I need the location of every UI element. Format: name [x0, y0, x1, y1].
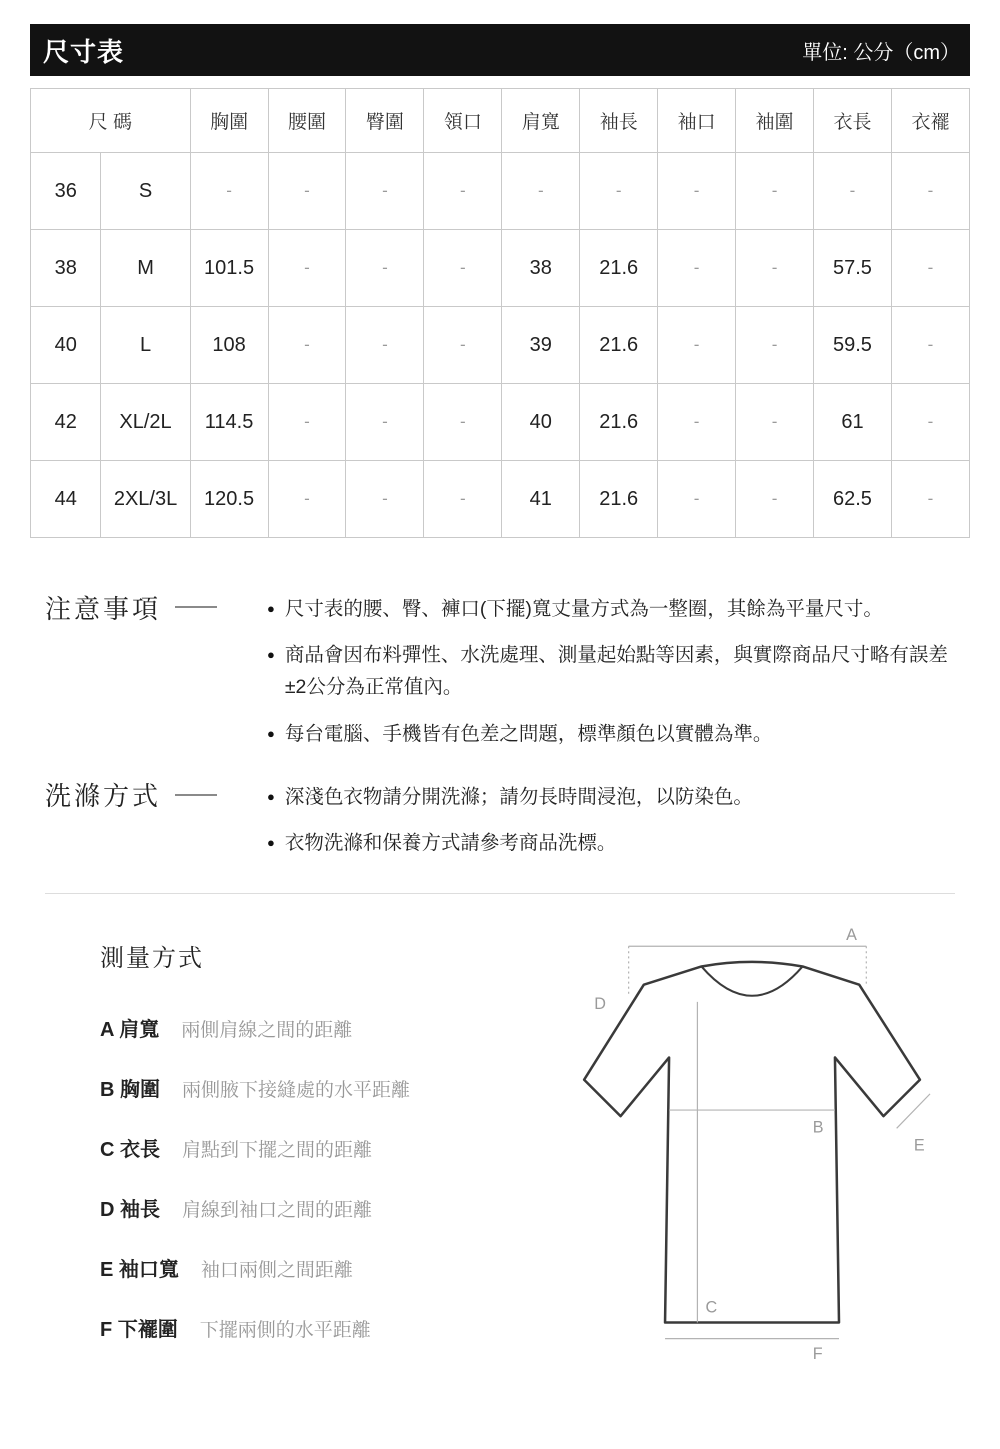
table-row	[31, 153, 970, 230]
table-row	[31, 461, 970, 538]
col-header-size: 尺 碼	[31, 89, 191, 153]
col-header-hip: 臀圍	[346, 89, 424, 153]
cell-value: -	[424, 384, 502, 461]
note-item	[267, 593, 955, 625]
cell-value: -	[736, 307, 814, 384]
tshirt-diagram	[545, 926, 955, 1371]
cell-value: -	[736, 384, 814, 461]
size-number: 44	[31, 461, 101, 538]
cell-value: -	[424, 307, 502, 384]
cell-value: -	[268, 230, 346, 307]
measurement-desc: 兩側腋下接縫處的水平距離	[182, 1080, 411, 1102]
washing-heading	[45, 778, 267, 812]
cell-value: -	[891, 230, 969, 307]
size-letter: S	[101, 153, 190, 230]
cell-value: -	[658, 230, 736, 307]
header-bar	[30, 24, 970, 76]
cell-value: -	[424, 461, 502, 538]
measurement-desc: 兩側肩線之間的距離	[181, 1020, 353, 1042]
measurement-key: C 衣長	[100, 1139, 160, 1162]
dash-rule	[175, 794, 217, 796]
cell-value: 62.5	[814, 461, 892, 538]
size-number: 36	[31, 153, 101, 230]
measurement-key: A 肩寬	[100, 1019, 160, 1042]
measurement-title: 測量方式	[100, 945, 204, 973]
diagram-label-c: C	[705, 1298, 718, 1317]
measurement-key: B 胸圍	[100, 1079, 160, 1102]
measurement-key: F 下襬圍	[100, 1319, 178, 1342]
table-row	[31, 230, 970, 307]
note-text: 尺寸表的腰、臀、褲口(下擺)寬丈量方式為一整圈，其餘為平量尺寸。	[284, 598, 883, 620]
size-table	[30, 88, 970, 538]
cell-value: -	[346, 230, 424, 307]
note-item	[267, 718, 955, 750]
table-row	[31, 384, 970, 461]
cell-value: -	[190, 153, 268, 230]
size-letter: 2XL/3L	[101, 461, 190, 538]
notes-section	[45, 590, 955, 750]
cell-value: -	[891, 461, 969, 538]
table-row	[31, 307, 970, 384]
cell-value: -	[580, 153, 658, 230]
col-header-neck: 領口	[424, 89, 502, 153]
notes-title: 注意事項	[45, 593, 162, 624]
washing-section	[45, 778, 955, 859]
size-number: 40	[31, 307, 101, 384]
cell-value: -	[346, 461, 424, 538]
cell-value: -	[658, 307, 736, 384]
cell-value: 61	[814, 384, 892, 461]
cell-value: 21.6	[580, 384, 658, 461]
cell-value: -	[346, 307, 424, 384]
cell-value: 39	[502, 307, 580, 384]
cell-value: 40	[502, 384, 580, 461]
cell-value: -	[268, 307, 346, 384]
col-header-sleeve-girth: 袖圍	[736, 89, 814, 153]
unit-label: 單位: 公分（cm）	[802, 41, 960, 64]
cell-value: 59.5	[814, 307, 892, 384]
dash-rule	[175, 606, 217, 608]
cell-value: 38	[502, 230, 580, 307]
cell-value: 21.6	[580, 230, 658, 307]
cell-value: 57.5	[814, 230, 892, 307]
col-header-shoulder: 肩寬	[502, 89, 580, 153]
cell-value: -	[424, 230, 502, 307]
measurement-section	[45, 926, 955, 1388]
size-table-wrap	[30, 88, 970, 538]
cell-value: -	[736, 230, 814, 307]
measurement-key: E 袖口寬	[100, 1259, 179, 1282]
cell-value: -	[346, 153, 424, 230]
washing-text: 衣物洗滌和保養方式請參考商品洗標。	[284, 831, 617, 854]
cell-value: 21.6	[580, 307, 658, 384]
col-header-length: 衣長	[814, 89, 892, 153]
washing-item	[267, 781, 955, 813]
cell-value: -	[658, 153, 736, 230]
cell-value: 21.6	[580, 461, 658, 538]
page-title: 尺寸表	[43, 36, 125, 67]
bullet-icon: ●	[267, 725, 275, 741]
bullet-icon: ●	[267, 788, 275, 804]
cell-value: 41	[502, 461, 580, 538]
measurement-key: D 袖長	[100, 1199, 160, 1222]
cell-value: -	[424, 153, 502, 230]
measurement-desc: 下擺兩側的水平距離	[199, 1320, 371, 1342]
diagram-label-f: F	[812, 1344, 823, 1363]
table-header-row	[31, 89, 970, 153]
cell-value: -	[268, 461, 346, 538]
cell-value: -	[891, 384, 969, 461]
bullet-icon: ●	[267, 834, 275, 850]
col-header-hem: 衣襬	[891, 89, 969, 153]
diagram-label-e: E	[913, 1136, 925, 1155]
measurement-desc: 肩線到袖口之間的距離	[182, 1200, 373, 1222]
cell-value: -	[891, 307, 969, 384]
diagram-label-a: A	[846, 926, 857, 945]
col-header-cuff: 袖口	[658, 89, 736, 153]
note-text: 商品會因布料彈性、水洗處理、測量起始點等因素，與實際商品尺寸略有誤差±2公分為正常值內。	[284, 644, 948, 699]
measurement-desc: 袖口兩側之間距離	[200, 1260, 353, 1282]
section-divider	[45, 893, 955, 894]
col-header-chest: 胸圍	[190, 89, 268, 153]
cell-value: -	[346, 384, 424, 461]
washing-item	[267, 827, 955, 859]
washing-list	[267, 778, 955, 859]
bullet-icon: ●	[267, 647, 275, 663]
cell-value: 114.5	[190, 384, 268, 461]
col-header-waist: 腰圍	[268, 89, 346, 153]
diagram-label-d: D	[594, 994, 606, 1013]
measurement-desc: 肩點到下擺之間的距離	[182, 1140, 373, 1162]
cell-value: -	[736, 153, 814, 230]
size-number: 38	[31, 230, 101, 307]
note-item	[267, 639, 955, 703]
cell-value: 101.5	[190, 230, 268, 307]
washing-text: 深淺色衣物請分開洗滌；請勿長時間浸泡，以防染色。	[284, 785, 753, 808]
bullet-icon: ●	[267, 601, 275, 616]
cell-value: -	[658, 461, 736, 538]
cell-value: 120.5	[190, 461, 268, 538]
washing-title: 洗滌方式	[45, 781, 162, 812]
cell-value: -	[502, 153, 580, 230]
cell-value: -	[736, 461, 814, 538]
size-letter: XL/2L	[101, 384, 190, 461]
diagram-label-b: B	[812, 1118, 824, 1137]
cell-value: -	[658, 384, 736, 461]
notes-list	[267, 590, 955, 750]
cell-value: -	[268, 153, 346, 230]
note-text: 每台電腦、手機皆有色差之問題，標準顏色以實體為準。	[284, 722, 773, 745]
cell-value: -	[891, 153, 969, 230]
notes-heading	[45, 590, 267, 624]
cell-value: -	[268, 384, 346, 461]
col-header-sleeve-length: 袖長	[580, 89, 658, 153]
size-letter: L	[101, 307, 190, 384]
cell-value: -	[814, 153, 892, 230]
size-number: 42	[31, 384, 101, 461]
size-letter: M	[101, 230, 190, 307]
cell-value: 108	[190, 307, 268, 384]
